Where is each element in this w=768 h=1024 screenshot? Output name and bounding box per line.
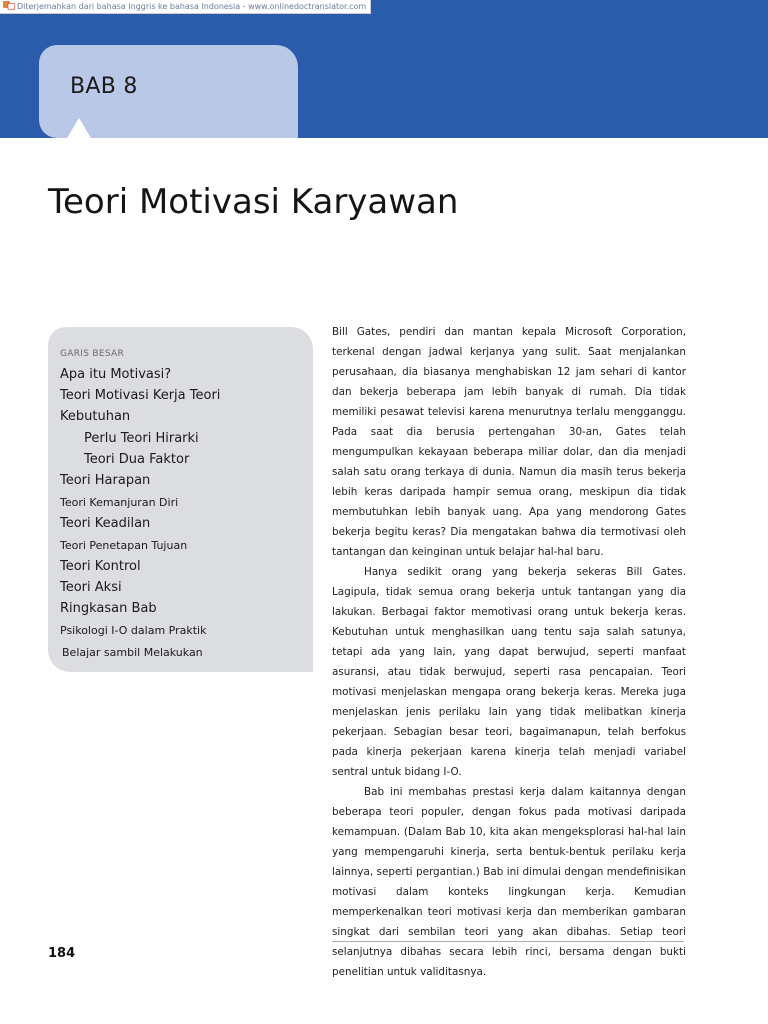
outline-item: Teori Keadilan [60, 516, 151, 531]
body-paragraph: Bill Gates, pendiri dan mantan kepala Microsoft Corporation, terkenal dengan jadwal kerjanya yang sulit. Saat menjalankan perusahaan, dia biasanya menghabiskan 12 jam sehari di kantor dan bekerja beberapa jam lebih banyak di rumah. Dia tidak memiliki pesawat televisi karena menurutnya terlalu mengganggu. Pada saat dia berusia pertengahan 30-an, Gates telah mengumpulkan kekayaan beberapa miliar dolar, dan dia menjadi salah satu orang terkaya di dunia. Namun dia masih terus bekerja lebih keras daripada hampir semua orang, meskipun dia tidak membutuhkan lebih banyak uang. Apa yang mendorong Gates bekerja begitu keras? Dia mengatakan bahwa dia termotivasi oleh tantangan dan keinginan untuk belajar hal-hal baru. [332, 326, 686, 558]
footer-divider [332, 941, 684, 942]
outline-item: Psikologi I-O dalam Praktik [60, 624, 207, 637]
body-paragraph: Hanya sedikit orang yang bekerja sekeras Bill Gates. Lagipula, tidak semua orang bekerja untuk tantangan yang dia lakukan. Berbagai faktor memotivasi orang untuk bekerja keras. Kebutuhan untuk menghasilkan uang tentu saja salah satunya, tetapi ada yang lain, yang dapat berwujud, seperti manfaat asuransi, atau tidak berwujud, seperti rasa pencapaian. Teori motivasi menjelaskan mengapa orang bekerja keras. Mereka juga menjelaskan jenis perilaku lain yang tidak melibatkan kinerja pekerjaan. Sebagian besar teori, bagaimanapun, telah berfokus pada kinerja pekerjaan karena kinerja telah menjadi variabel sentral untuk bidang I-O. [332, 566, 686, 778]
translator-banner[interactable] [0, 0, 371, 14]
outline-item: Belajar sambil Melakukan [62, 646, 203, 659]
outline-item: Teori Aksi [60, 580, 122, 595]
translator-notice: Diterjemahkan dari bahasa Inggris ke bahasa Indonesia - www.onlinedoctranslator.com [17, 2, 367, 11]
outline-subitem: Perlu Teori Hirarki [84, 431, 199, 446]
outline-item: Teori Motivasi Kerja Teori [60, 388, 221, 403]
outline-item: Ringkasan Bab [60, 601, 157, 616]
body-paragraph: Bab ini membahas prestasi kerja dalam kaitannya dengan beberapa teori populer, dengan fokus pada motivasi daripada kemampuan. (Dalam Bab 10, kita akan mengeksplorasi hal-hal lain yang mempengaruhi kinerja, serta bentuk-bentuk perilaku kerja lainnya, seperti pergantian.) Bab ini dimulai dengan mendefinisikan motivasi dalam konteks lingkungan kerja. Kemudian memperkenalkan teori motivasi kerja dan memberikan gambaran singkat dari sembilan teori yang akan dibahas. Setiap teori selanjutnya dibahas secara lebih rinci, bersama dengan bukti penelitian untuk validitasnya. [332, 786, 686, 978]
chapter-title: Teori Motivasi Karyawan [48, 182, 459, 222]
outline-item: Teori Harapan [60, 473, 151, 488]
page-number: 184 [48, 946, 76, 961]
outline-heading: GARIS BESAR [60, 349, 125, 359]
translator-logo-icon [3, 1, 15, 10]
outline-item: Teori Penetapan Tujuan [60, 539, 188, 552]
chapter-label: BAB 8 [70, 74, 138, 99]
chapter-tab-pointer [67, 118, 91, 138]
outline-item: Apa itu Motivasi? [60, 367, 172, 382]
outline-item: Kebutuhan [60, 409, 131, 424]
outline-subitem: Teori Dua Faktor [84, 452, 190, 467]
outline-item: Teori Kemanjuran Diri [60, 496, 179, 509]
chapter-body [332, 322, 686, 982]
outline-item: Teori Kontrol [60, 559, 141, 574]
